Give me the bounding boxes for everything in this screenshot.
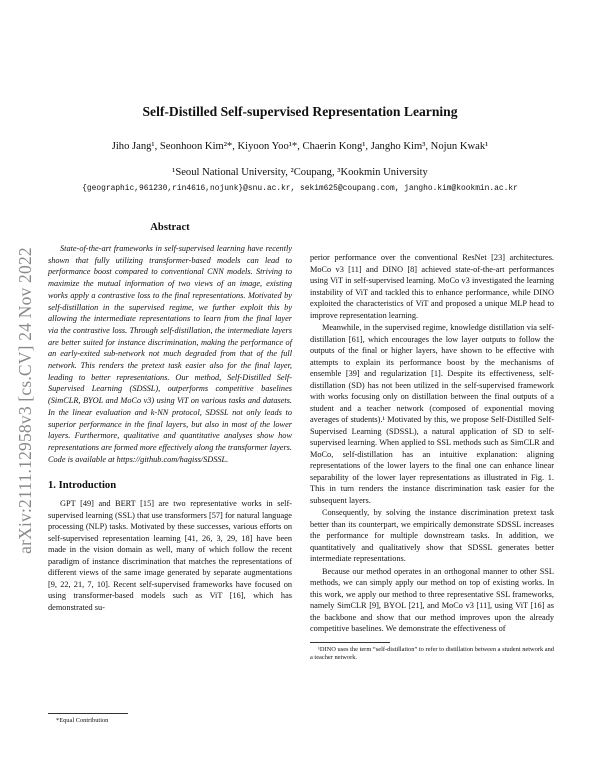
equal-contribution-footnote: *Equal Contribution (56, 717, 109, 724)
footnote-divider (48, 713, 128, 714)
paper-title: Self-Distilled Self-supervised Representation Learning (142, 104, 458, 119)
right-footnote-area (310, 642, 554, 662)
body-paragraph: Because our method operates in an orthogonal manner to other SSL methods, we can simply apply our method on top of existing works. In this work, we apply our method to three representative SSL frameworks, namely SimCLR [9], BYOL [21], and MoCo v3 [11], using ViT [16] as the backbone and show that our method improves upon the already competitive baselines. We demonstrate the effectiveness of (310, 566, 554, 633)
arxiv-stamp-text: arXiv:2111.12958v3 [cs.CV] 24 Nov 2022 (14, 246, 35, 554)
author-list: Jiho Jang¹, Seonhoon Kim²*, Kiyoon Yoo¹*, Chaerin Kong¹, Jangho Kim³, Nojun Kwak¹ (111, 141, 489, 152)
author-emails: {geographic,961230,rin4616,nojunk}@snu.ac.kr, sekim625@coupang.com, jangho.kim@kookmin.ac.kr (82, 184, 518, 193)
abstract-heading: Abstract (150, 222, 190, 233)
abstract-text: State-of-the-art frameworks in self-supervised learning have recently shown that fully utilizing transformer-based models can lead to performance boost compared to conventional CNN models. Striving to maximize the mutual information of two views of an image, existing works apply a contrastive loss to the final representations. Motivated by self-distillation in the supervised regime, we further exploit this by allowing the intermediate representations to learn from the final layer via the contrastive loss. Through self-distillation, the intermediate layers are better suited for instance discrimination, making the performance of an early-exited sub-network not much degraded from that of the full network. This renders the pretext task easier also for the final layer, leading to better representations. Our method, Self-Distilled Self-Supervised Learning (SDSSL), outperforms competitive baselines (SimCLR, BYOL and MoCo v3) using ViT on various tasks and datasets. In the linear evaluation and k-NN protocol, SDSSL not only leads to superior performance in the final layers, but also in most of the lower layers. Furthermore, qualitative and quantitative analyses show how representations are formed more effectively along the transformer layers. Code is available at https://github.com/hagiss/SDSSL. (48, 244, 292, 464)
introduction-heading: 1. Introduction (48, 480, 117, 492)
affiliations: ¹Seoul National University, ²Coupang, ³Kookmin University (172, 167, 428, 178)
footnote-divider (310, 642, 390, 643)
left-column (48, 222, 292, 724)
introduction-paragraph: GPT [49] and BERT [15] are two representative works in self-supervised learning (SSL) that use transformers [57] for natural language processing (NLP) tasks. Motivated by these successes, various efforts on self-supervised representation learning [41, 26, 3, 29, 18] have been made in the vision domain as well, many of which follow the recent paradigm of instance discrimination that matches the representations of different views of the same image generated by separate augmentations [9, 22, 21, 7, 10]. Recent self-supervised frameworks have focused on using transformer-based models such as ViT [16], which has demonstrated su- (48, 499, 292, 612)
body-paragraph: Meanwhile, in the supervised regime, knowledge distillation via self-distillation [61], which encourages the low layer outputs to follow the outputs of the final or higher layers, have shown to be effective with attempts to explain its performance boost by the mechanisms of ensemble [39] and regularization [1]. Despite its effectiveness, self-distillation (SD) has not been utilized in the self-supervised framework with works focusing only on distillation between the final outputs of a student and a teacher network (composed of exponential moving averages of students).¹ Motivated by this, we propose Self-Distilled Self-Supervised Learning (SDSSL), a natural application of SD to self-supervised learning. When applied to SSL methods such as SimCLR and MoCo, self-distillation has an intuitive explanation: aligning representations of the lower layers to the final one can enhance linear separability of the lower layer representations as illustrated in Fig. 1. This in turn renders the instance discrimination task easier for the subsequent layers. (310, 323, 554, 505)
right-column (310, 252, 554, 662)
left-footnote-area (48, 706, 292, 725)
arxiv-stamp (10, 200, 40, 600)
body-paragraph: Consequently, by solving the instance discrimination pretext task better than its counterpart, we empirically demonstrate SDSSL increases the performance for multiple downstream tasks. In addition, we quantitatively and qualitatively show that SDSSL generates better intermediate representations. (310, 508, 554, 563)
body-paragraph: perior performance over the conventional ResNet [23] architectures. MoCo v3 [11] and DINO [8] achieved state-of-the-art performances using ViT in self-supervised learning. MoCo v3 investigated the learning instability of ViT and tackled this to enhance performance, while DINO exploited the characteristics of ViT and proposed a unique MLP head to improve representation learning. (310, 253, 554, 320)
dino-footnote: ¹DINO uses the term “self-distillation” to refer to distillation between a student network and a teacher network. (310, 645, 554, 661)
